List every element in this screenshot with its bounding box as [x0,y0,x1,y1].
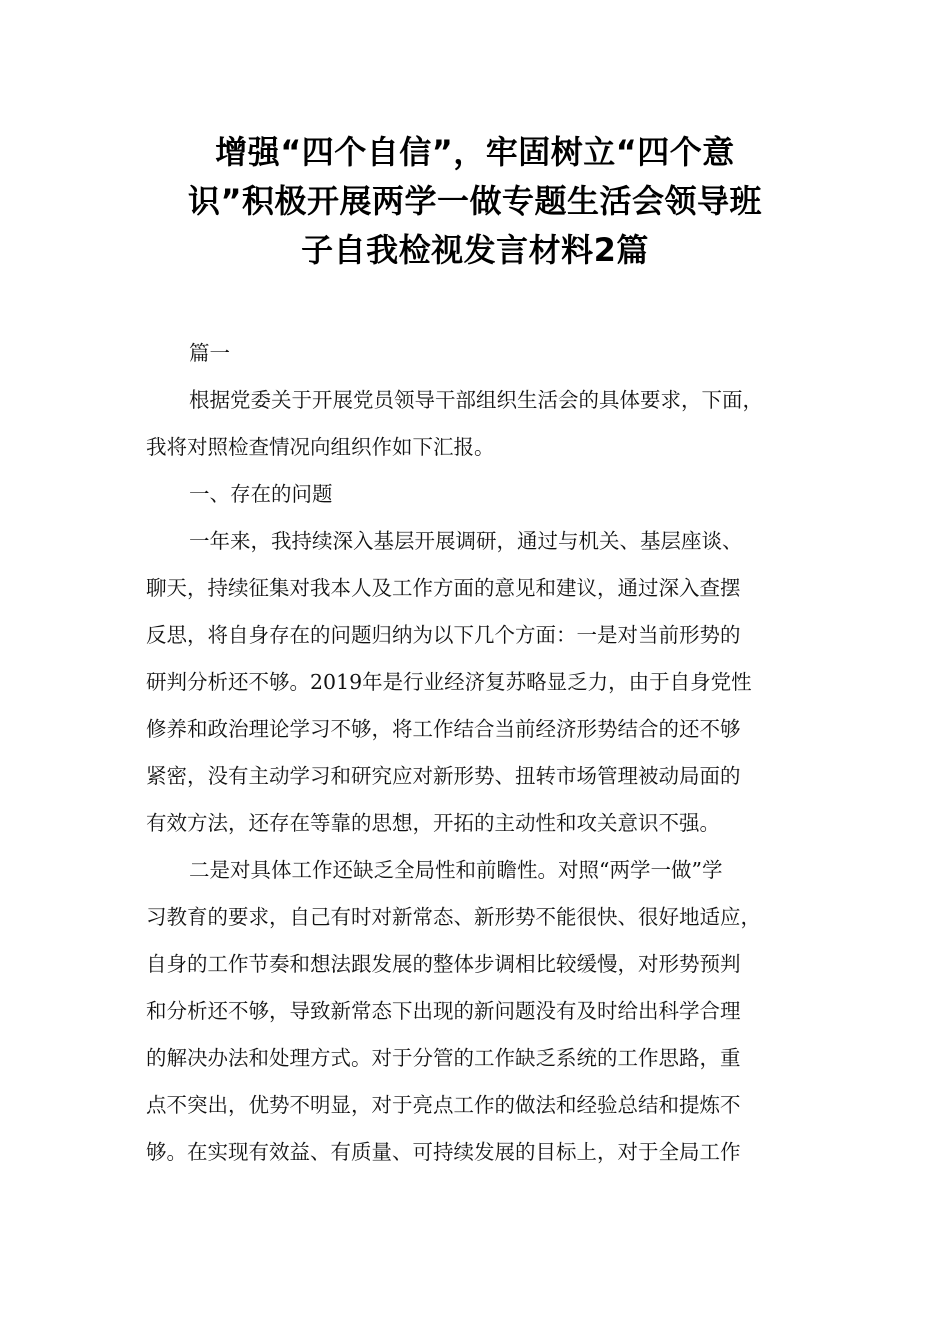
paragraph-line: 修养和政治理论学习不够，将工作结合当前经济形势结合的还不够 [146,717,741,741]
title-line-3: 子自我检视发言材料2篇 [301,231,649,269]
paragraph-line: 有效方法，还存在等靠的思想，开拓的主动性和攻关意识不强。 [146,811,720,835]
title-line-2: 识”积极开展两学一做专题生活会领导班 [187,182,763,220]
paragraph-line: 反思，将自身存在的问题归纳为以下几个方面：一是对当前形势的 [146,623,741,647]
paragraph-line: 我将对照检查情况向组织作如下汇报。 [146,435,495,459]
paragraph-line: 自身的工作节奏和想法跟发展的整体步调相比较缓慢，对形势预判 [146,952,741,976]
paragraph-line: 的解决办法和处理方式。对于分管的工作缺乏系统的工作思路，重 [146,1046,741,1070]
document-body [146,330,806,1176]
title-line-1: 增强“四个自信”，牢固树立“四个意 [215,133,735,171]
document-title [100,128,850,275]
paragraph-line: 够。在实现有效益、有质量、可持续发展的目标上，对于全局工作 [146,1140,741,1164]
section-heading: 一、存在的问题 [189,482,333,506]
section-label: 篇一 [189,341,230,365]
paragraph-line: 和分析还不够，导致新常态下出现的新问题没有及时给出科学合理 [146,999,741,1023]
paragraph-line: 一年来，我持续深入基层开展调研，通过与机关、基层座谈、 [189,529,743,553]
paragraph-line: 聊天，持续征集对我本人及工作方面的意见和建议，通过深入查摆 [146,576,741,600]
paragraph-line: 点不突出，优势不明显，对于亮点工作的做法和经验总结和提炼不 [146,1093,741,1117]
paragraph-line: 二是对具体工作还缺乏全局性和前瞻性。对照“两学一做”学 [189,858,723,882]
paragraph-line: 紧密，没有主动学习和研究应对新形势、扭转市场管理被动局面的 [146,764,741,788]
paragraph-line: 习教育的要求，自己有时对新常态、新形势不能很快、很好地适应， [146,905,761,929]
paragraph-line: 研判分析还不够。2019年是行业经济复苏略显乏力，由于自身党性 [146,670,752,694]
paragraph-line: 根据党委关于开展党员领导干部组织生活会的具体要求，下面， [189,388,763,412]
